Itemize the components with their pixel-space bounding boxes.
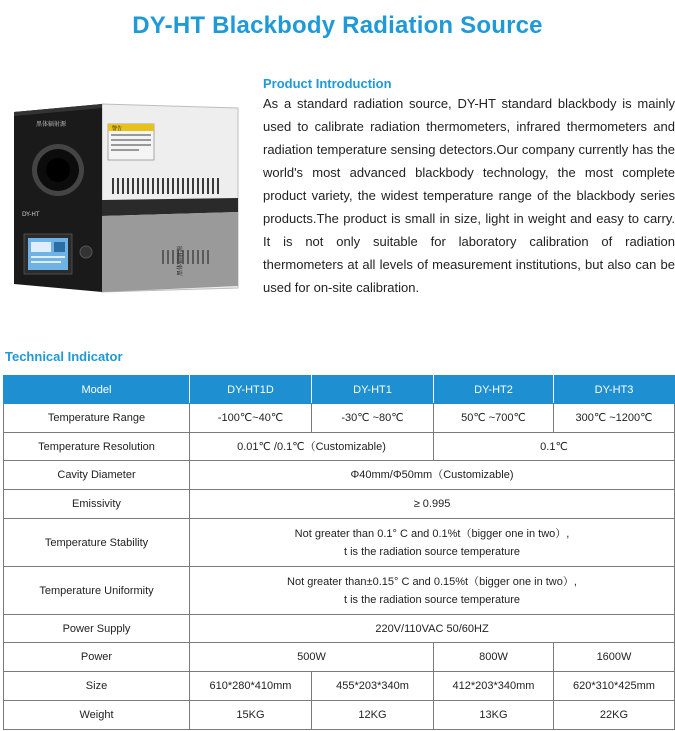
table-row (4, 404, 675, 432)
weight-dy-ht1: 12KG (312, 701, 434, 730)
resolution-ht1d-ht1: 0.01℃ /0.1℃（Customizable) (190, 432, 434, 460)
table-row (4, 432, 675, 460)
power-ht1d-ht1: 500W (190, 643, 434, 671)
table-row (4, 614, 675, 642)
svg-text:DY-HT: DY-HT (22, 211, 40, 218)
uniformity-line-1: Not greater than±0.15° C and 0.15%t（bigger one in two）, (287, 575, 577, 588)
row-label-emissivity: Emissivity (4, 489, 190, 519)
svg-text:警告: 警告 (112, 126, 123, 132)
row-label-resolution: Temperature Resolution (4, 432, 190, 460)
intro-text: As a standard radiation source, DY-HT standard blackbody is mainly used to calibrate radiation thermometers, infrared thermometers and radiation temperature sensing detectors.Our company currently has the world's most advanced blackbody technology, the most complete product variety, the widest temperature range of the blackbody series products.The product is small in size, light in weight and easy to carry. It is not only suitable for laboratory calibration of radiation thermometers at all levels of measurement institutions, but also can be used for on-site calibration. (263, 96, 675, 295)
intro-heading: Product Introduction (263, 76, 392, 91)
table-row (4, 489, 675, 519)
row-label-power: Power (4, 643, 190, 671)
header-row (4, 376, 675, 404)
table-row (4, 671, 675, 701)
svg-text:黑体辐射源: 黑体辐射源 (177, 245, 184, 276)
weight-dy-ht2: 13KG (434, 701, 554, 730)
power-ht3: 1600W (554, 643, 675, 671)
row-label-supply: Power Supply (4, 614, 190, 642)
weight-dy-ht1d: 15KG (190, 701, 312, 730)
cavity-value: Φ40mm/Φ50mm（Customizable) (190, 461, 675, 489)
stability-line-2: t is the radiation source temperature (343, 545, 521, 558)
row-label-stability: Temperature Stability (4, 519, 190, 567)
range-dy-ht1: -30℃ ~80℃ (312, 404, 434, 432)
tech-heading: Technical Indicator (5, 349, 123, 364)
supply-value: 220V/110VAC 50/60HZ (190, 614, 675, 642)
table-row (4, 701, 675, 730)
uniformity-line-2: t is the radiation source temperature (343, 593, 521, 606)
size-dy-ht3: 620*310*425mm (554, 671, 675, 701)
header-dy-ht3: DY-HT3 (554, 376, 675, 404)
row-label-size: Size (4, 671, 190, 701)
weight-dy-ht3: 22KG (554, 701, 675, 730)
range-dy-ht2: 50℃ ~700℃ (434, 404, 554, 432)
table-row (4, 461, 675, 489)
resolution-ht2-ht3: 0.1℃ (434, 432, 675, 460)
page-title: DY-HT Blackbody Radiation Source (132, 12, 543, 39)
table-row (4, 519, 675, 567)
header-dy-ht2: DY-HT2 (434, 376, 554, 404)
row-label-cavity: Cavity Diameter (4, 461, 190, 489)
power-ht2: 800W (434, 643, 554, 671)
svg-text:黑体辐射源: 黑体辐射源 (36, 121, 67, 128)
stability-line-1: Not greater than 0.1° C and 0.1%t（bigger one in two）, (294, 527, 570, 540)
row-label-uniformity: Temperature Uniformity (4, 567, 190, 615)
size-dy-ht1: 455*203*340m (312, 671, 434, 701)
size-dy-ht1d: 610*280*410mm (190, 671, 312, 701)
stability-value (190, 519, 675, 567)
table-row (4, 567, 675, 615)
row-label-range: Temperature Range (4, 404, 190, 432)
uniformity-value (190, 567, 675, 615)
header-model: Model (4, 376, 190, 404)
row-label-weight: Weight (4, 701, 190, 730)
product-photo (12, 100, 244, 300)
range-dy-ht3: 300℃ ~1200℃ (554, 404, 675, 432)
header-dy-ht1: DY-HT1 (312, 376, 434, 404)
spec-table (3, 375, 675, 730)
header-dy-ht1d: DY-HT1D (190, 376, 312, 404)
emissivity-value: ≥ 0.995 (190, 489, 675, 519)
table-row (4, 643, 675, 671)
size-dy-ht2: 412*203*340mm (434, 671, 554, 701)
range-dy-ht1d: -100℃~40℃ (190, 404, 312, 432)
